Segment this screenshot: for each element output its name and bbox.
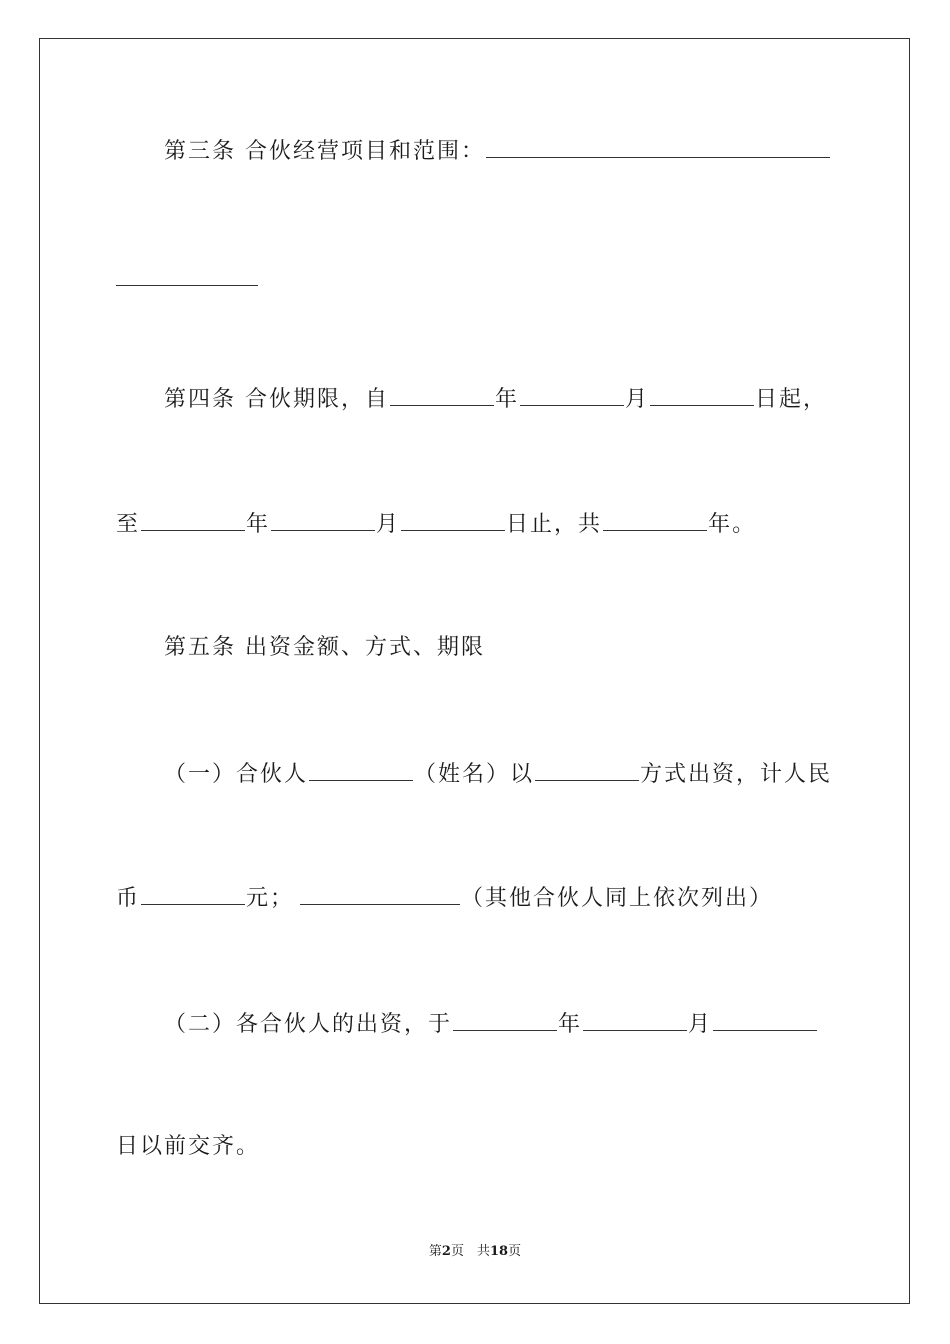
day-label: 日止，共 (506, 512, 603, 537)
article5-item1-line1 (164, 758, 832, 790)
page-border (39, 38, 910, 1304)
item2-text: （二）各合伙人的出资，于 (164, 1012, 453, 1037)
to-label: 至 (116, 512, 141, 537)
article3-line1 (164, 135, 831, 167)
start-year-blank[interactable] (390, 383, 494, 406)
footer-suffix: 页 (508, 1244, 522, 1259)
current-page-number: 2 (441, 1244, 451, 1259)
years-label: 年。 (708, 512, 757, 537)
start-month-blank[interactable] (520, 383, 624, 406)
item2-deadline-text: 日以前交齐。 (116, 1134, 261, 1159)
article5-title: 第五条 出资金额、方式、期限 (164, 635, 485, 660)
start-day-blank[interactable] (650, 383, 754, 406)
currency-label: 币 (116, 886, 141, 911)
total-years-blank[interactable] (603, 508, 707, 531)
article5-heading (164, 633, 485, 663)
article3-label: 第三条 合伙经营项目和范围： (164, 139, 485, 164)
other-partners-note: （其他合伙人同上依次列出） (461, 886, 774, 911)
article5-item2-line1 (164, 1008, 818, 1040)
end-month-blank[interactable] (271, 508, 375, 531)
yuan-label: 元； (246, 886, 295, 911)
item1-name-label: （姓名）以 (414, 762, 535, 787)
article3-scope-blank-cont[interactable] (116, 263, 258, 286)
month-label: 月 (376, 512, 401, 537)
item1-partner-label: （一）合伙人 (164, 762, 309, 787)
other-partners-blank[interactable] (300, 882, 460, 905)
article5-item2-line2 (116, 1132, 260, 1162)
article5-item1-line2 (116, 882, 773, 914)
end-year-blank[interactable] (141, 508, 245, 531)
item1-method-label: 方式出资，计人民 (640, 762, 833, 787)
amount-blank[interactable] (141, 882, 245, 905)
partner-name-blank[interactable] (309, 758, 413, 781)
month-label: 月 (688, 1012, 713, 1037)
article3-line2 (116, 263, 258, 295)
footer-mid: 页 共 (450, 1244, 490, 1259)
total-page-number: 18 (489, 1244, 509, 1259)
footer-prefix: 第 (428, 1244, 442, 1259)
contribution-method-blank[interactable] (535, 758, 639, 781)
deadline-year-blank[interactable] (453, 1008, 557, 1031)
year-label: 年 (558, 1012, 583, 1037)
article4-line1 (164, 383, 827, 415)
article4-line2 (116, 508, 756, 540)
month-label: 月 (625, 387, 650, 412)
article3-scope-blank[interactable] (486, 135, 830, 158)
day-label: 日起， (755, 387, 828, 412)
page-footer (0, 1243, 950, 1261)
year-label: 年 (495, 387, 520, 412)
end-day-blank[interactable] (401, 508, 505, 531)
deadline-month-blank[interactable] (583, 1008, 687, 1031)
article4-text: 第四条 合伙期限，自 (164, 387, 389, 412)
deadline-day-blank[interactable] (713, 1008, 817, 1031)
year-label: 年 (246, 512, 271, 537)
